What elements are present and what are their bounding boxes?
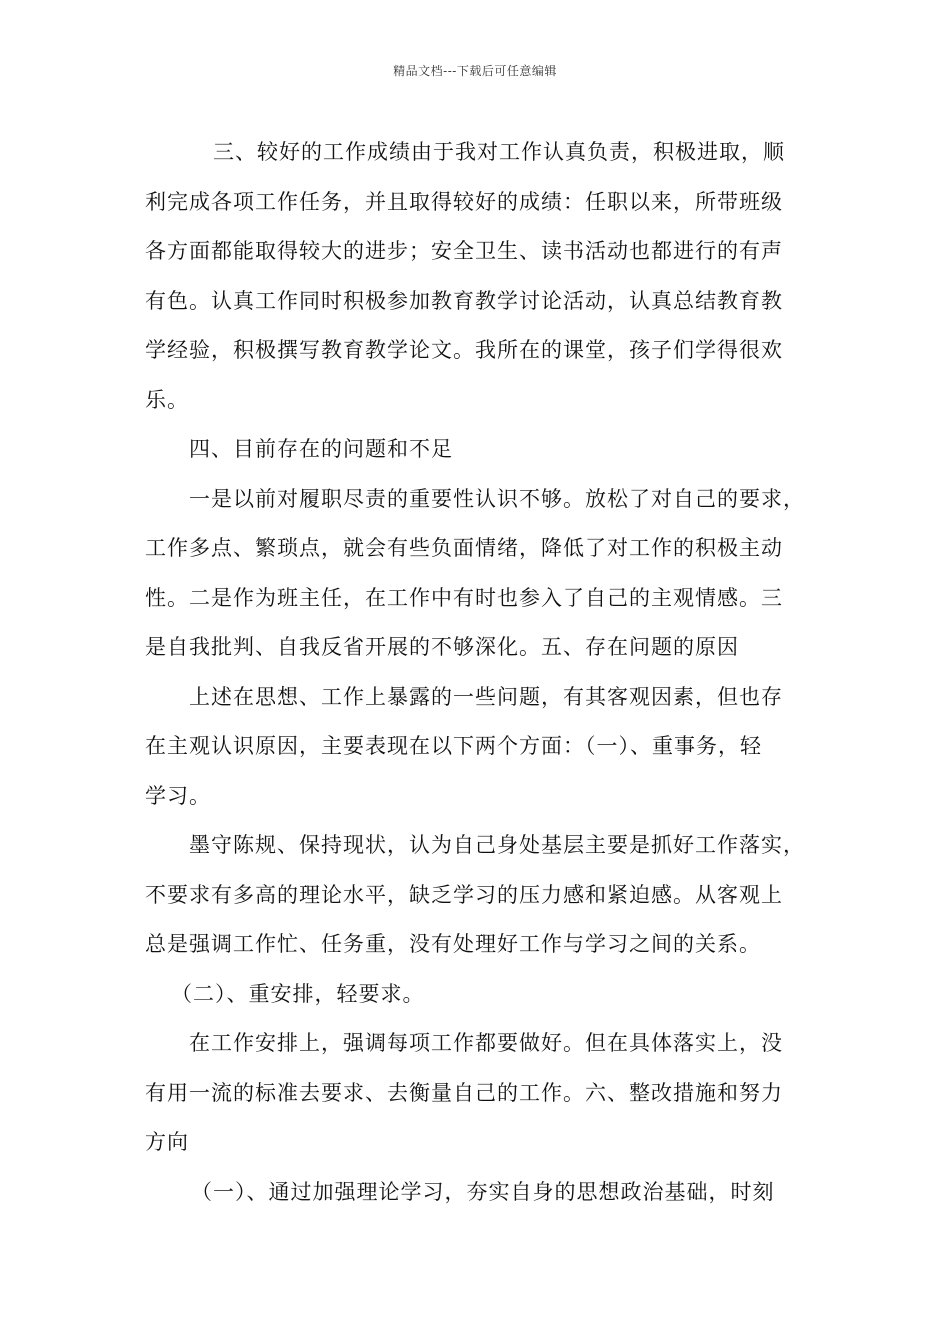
text-line: 三、较好的工作成绩由于我对工作认真负责，积极进取，顺 <box>213 140 785 164</box>
text-line: 方向 <box>145 1130 189 1154</box>
text-line: 墨守陈规、保持现状，认为自己身处基层主要是抓好工作落实， <box>189 833 805 857</box>
text-line: 利完成各项工作任务，并且取得较好的成绩：任职以来，所带班级 <box>145 189 783 214</box>
text-line: 一是以前对履职尽责的重要性认识不够。放松了对自己的要求， <box>189 486 805 511</box>
text-line: 在工作安排上，强调每项工作都要做好。但在具体落实上，没 <box>189 1031 783 1055</box>
text-line: 工作多点、繁琐点，就会有些负面情绪，降低了对工作的积极主动 <box>145 536 783 560</box>
page-header: 精品文档---下载后可任意编辑 <box>393 64 557 78</box>
text-line: 乐。 <box>145 387 189 412</box>
document-body <box>145 128 825 1217</box>
text-line: 在主观认识原因，主要表现在以下两个方面：（一）、重事务，轻 <box>145 734 762 758</box>
text-line: 有用一流的标准去要求、去衡量自己的工作。六、整改措施和努力 <box>145 1080 783 1105</box>
section-heading: 四、目前存在的问题和不足 <box>189 437 453 461</box>
text-line: 有色。认真工作同时积极参加教育教学讨论活动，认真总结教育教 <box>145 288 783 313</box>
text-line: 总是强调工作忙、任务重，没有处理好工作与学习之间的关系。 <box>145 932 761 956</box>
text-line: 学习。 <box>145 783 211 808</box>
text-line: 学经验，积极撰写教育教学论文。我所在的课堂，孩子们学得很欢 <box>145 338 783 362</box>
text-line: 性。二是作为班主任，在工作中有时也参入了自己的主观情感。三 <box>145 585 783 610</box>
text-line: 不要求有多高的理论水平，缺乏学习的压力感和紧迫感。从客观上 <box>145 882 783 907</box>
text-line: （一）、通过加强理论学习，夯实自身的思想政治基础，时刻 <box>191 1179 775 1204</box>
section-heading: （二）、重安排，轻要求。 <box>171 981 425 1006</box>
text-line: 各方面都能取得较大的进步；安全卫生、读书活动也都进行的有声 <box>145 239 783 263</box>
text-line: 是自我批判、自我反省开展的不够深化。五、存在问题的原因 <box>145 635 739 659</box>
text-line: 上述在思想、工作上暴露的一些问题，有其客观因素，但也存 <box>189 684 783 709</box>
